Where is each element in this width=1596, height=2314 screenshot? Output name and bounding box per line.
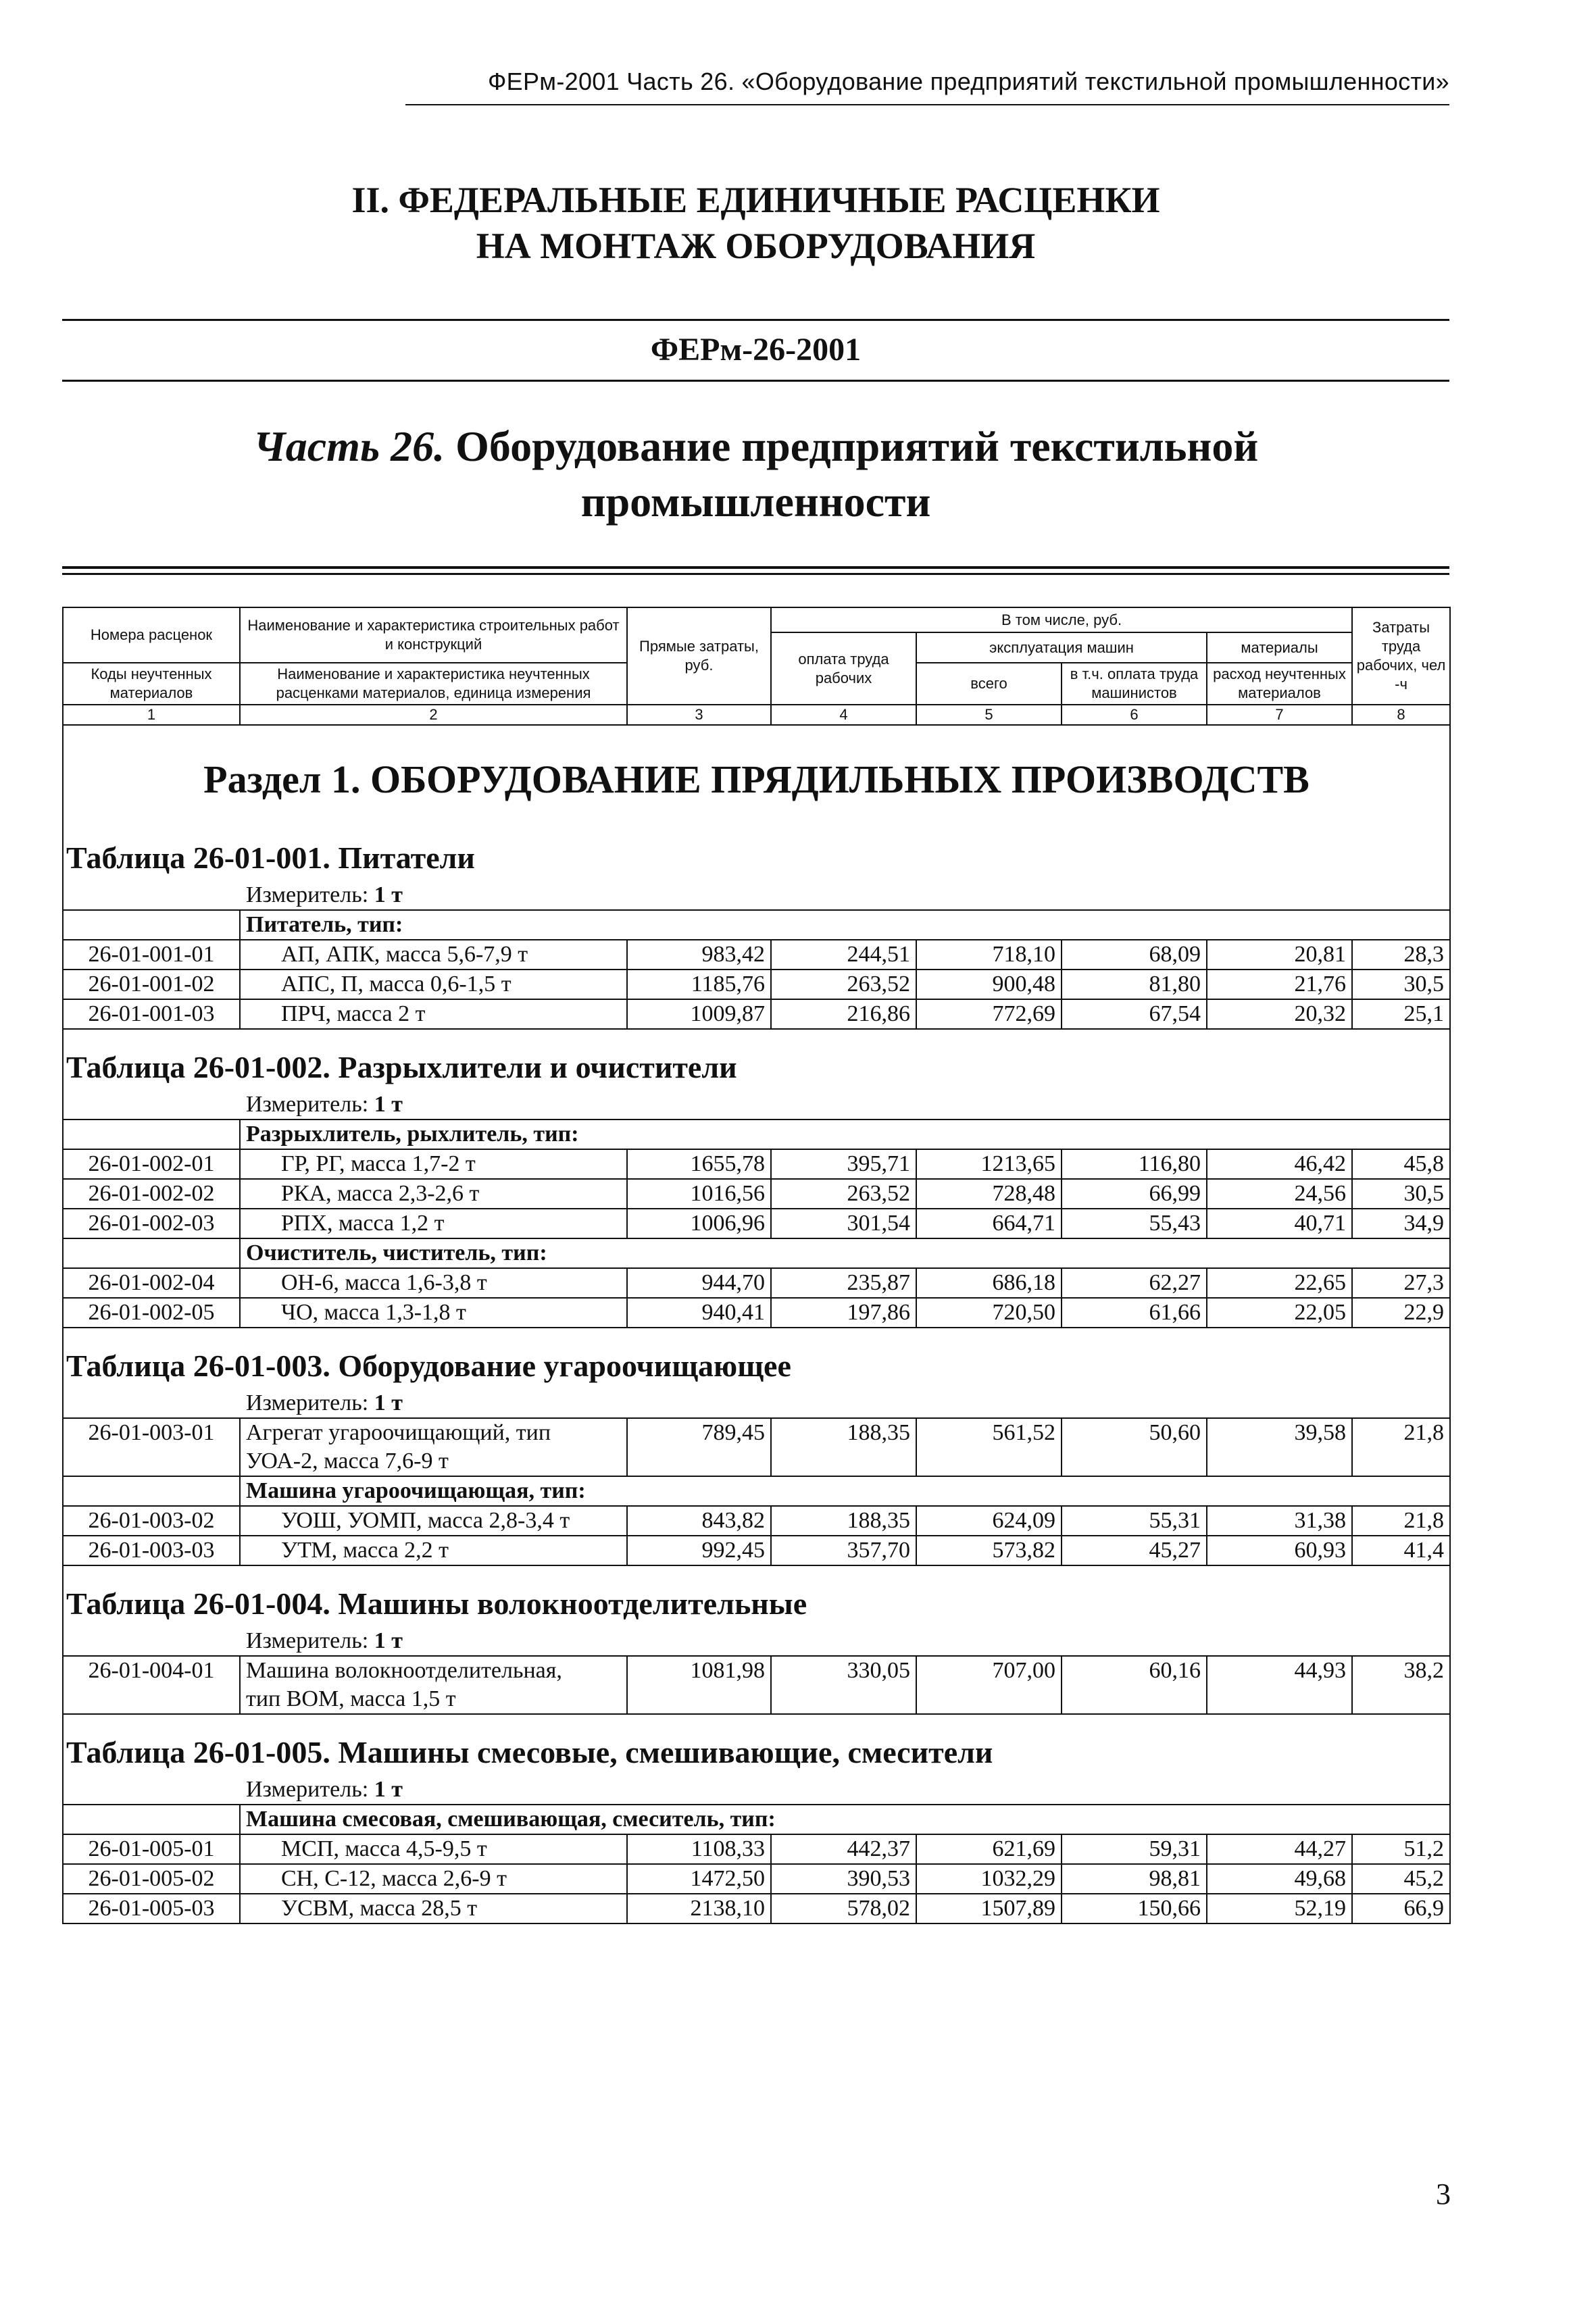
rate-name-line-1: Машина волокноотделительная, bbox=[246, 1658, 562, 1683]
rate-name-line-1: Агрегат угароочищающий, тип bbox=[246, 1420, 551, 1445]
labor-pay: 216,86 bbox=[771, 999, 916, 1029]
main-heading-line-2: НА МОНТАЖ ОБОРУДОВАНИЯ bbox=[476, 226, 1036, 266]
rule-top bbox=[62, 319, 1449, 321]
materials: 22,05 bbox=[1207, 1298, 1352, 1328]
rule-double-2 bbox=[62, 573, 1449, 575]
labor-pay: 235,87 bbox=[771, 1268, 916, 1298]
direct-costs: 1006,96 bbox=[627, 1209, 771, 1238]
materials: 22,65 bbox=[1207, 1268, 1352, 1298]
meter-value: 1 т bbox=[374, 1777, 403, 1802]
table-row bbox=[63, 1506, 1450, 1536]
labor-hours: 45,2 bbox=[1352, 1864, 1450, 1894]
materials: 40,71 bbox=[1207, 1209, 1352, 1238]
table-row bbox=[63, 940, 1450, 970]
meter-label: Измеритель: bbox=[246, 1390, 369, 1415]
direct-costs: 1009,87 bbox=[627, 999, 771, 1029]
table-row bbox=[63, 1834, 1450, 1864]
machine-total: 561,52 bbox=[916, 1418, 1062, 1476]
hdr-direct-costs: Прямые затраты, руб. bbox=[627, 607, 771, 705]
rate-name: УТМ, масса 2,2 т bbox=[240, 1536, 627, 1565]
labor-pay: 390,53 bbox=[771, 1864, 916, 1894]
group-label: Питатель, тип: bbox=[240, 910, 1450, 940]
part-title bbox=[62, 419, 1449, 530]
materials: 44,93 bbox=[1207, 1656, 1352, 1714]
labor-pay: 244,51 bbox=[771, 940, 916, 970]
rate-name: АП, АПК, масса 5,6-7,9 т bbox=[240, 940, 627, 970]
col-number: 2 bbox=[240, 705, 627, 725]
hdr-material-codes: Коды неучтенных материалов bbox=[63, 663, 240, 705]
hdr-materials: материалы bbox=[1207, 632, 1352, 663]
machine-total: 707,00 bbox=[916, 1656, 1062, 1714]
rate-code: 26-01-002-05 bbox=[63, 1298, 240, 1328]
hdr-labor-pay: оплата труда рабочих bbox=[771, 632, 916, 705]
materials: 44,27 bbox=[1207, 1834, 1352, 1864]
machine-total: 728,48 bbox=[916, 1179, 1062, 1209]
labor-pay: 197,86 bbox=[771, 1298, 916, 1328]
labor-hours: 27,3 bbox=[1352, 1268, 1450, 1298]
rate-code: 26-01-003-03 bbox=[63, 1536, 240, 1565]
rate-name: МСП, масса 4,5-9,5 т bbox=[240, 1834, 627, 1864]
direct-costs: 944,70 bbox=[627, 1268, 771, 1298]
table-row bbox=[63, 999, 1450, 1029]
hdr-rate-numbers: Номера расценок bbox=[63, 607, 240, 663]
rate-name-line-2: тип ВОМ, масса 1,5 т bbox=[246, 1686, 456, 1711]
direct-costs: 1016,56 bbox=[627, 1179, 771, 1209]
machine-labor: 116,80 bbox=[1062, 1149, 1207, 1179]
table-row bbox=[63, 1536, 1450, 1565]
labor-hours: 51,2 bbox=[1352, 1834, 1450, 1864]
machine-total: 718,10 bbox=[916, 940, 1062, 970]
meter-value: 1 т bbox=[374, 1092, 403, 1117]
meter-line bbox=[63, 1627, 1450, 1656]
table-title: Таблица 26-01-001. Питатели bbox=[63, 820, 1450, 881]
rate-name: СН, С-12, масса 2,6-9 т bbox=[240, 1864, 627, 1894]
machine-total: 1213,65 bbox=[916, 1149, 1062, 1179]
labor-pay: 357,70 bbox=[771, 1536, 916, 1565]
materials: 20,32 bbox=[1207, 999, 1352, 1029]
table-row bbox=[63, 1864, 1450, 1894]
table-row bbox=[63, 1209, 1450, 1238]
meter-line bbox=[63, 1389, 1450, 1418]
direct-costs: 1108,33 bbox=[627, 1834, 771, 1864]
machine-labor: 55,31 bbox=[1062, 1506, 1207, 1536]
rate-code: 26-01-005-01 bbox=[63, 1834, 240, 1864]
group-label: Машина угароочищающая, тип: bbox=[240, 1476, 1450, 1506]
hdr-material-name: Наименование и характеристика неучтенных расценками материалов, единица измерения bbox=[240, 663, 627, 705]
machine-labor: 60,16 bbox=[1062, 1656, 1207, 1714]
rate-code: 26-01-003-01 bbox=[63, 1418, 240, 1476]
meter-value: 1 т bbox=[374, 1390, 403, 1415]
col-number: 6 bbox=[1062, 705, 1207, 725]
col-number: 8 bbox=[1352, 705, 1450, 725]
table-title: Таблица 26-01-003. Оборудование угароочищающее bbox=[63, 1328, 1450, 1389]
labor-hours: 30,5 bbox=[1352, 1179, 1450, 1209]
rate-name-line-2: УОА-2, масса 7,6-9 т bbox=[246, 1449, 449, 1474]
labor-hours: 28,3 bbox=[1352, 940, 1450, 970]
rate-name: ЧО, масса 1,3-1,8 т bbox=[240, 1298, 627, 1328]
rate-name: ГР, РГ, масса 1,7-2 т bbox=[240, 1149, 627, 1179]
meter-label: Измеритель: bbox=[246, 882, 369, 907]
machine-total: 573,82 bbox=[916, 1536, 1062, 1565]
table-title: Таблица 26-01-004. Машины волокноотделительные bbox=[63, 1565, 1450, 1627]
meter-line bbox=[63, 881, 1450, 910]
hdr-labor-hours: Затраты труда рабочих, чел -ч bbox=[1352, 607, 1450, 705]
materials: 21,76 bbox=[1207, 970, 1352, 999]
running-header: ФЕРм-2001 Часть 26. «Оборудование предприятий текстильной промышленности» bbox=[488, 68, 1449, 95]
direct-costs: 2138,10 bbox=[627, 1894, 771, 1923]
materials: 52,19 bbox=[1207, 1894, 1352, 1923]
labor-pay: 188,35 bbox=[771, 1506, 916, 1536]
materials: 46,42 bbox=[1207, 1149, 1352, 1179]
labor-pay: 188,35 bbox=[771, 1418, 916, 1476]
running-header-rule bbox=[405, 104, 1449, 105]
direct-costs: 1655,78 bbox=[627, 1149, 771, 1179]
machine-labor: 67,54 bbox=[1062, 999, 1207, 1029]
materials: 20,81 bbox=[1207, 940, 1352, 970]
labor-hours: 30,5 bbox=[1352, 970, 1450, 999]
hdr-machine-total: всего bbox=[916, 663, 1062, 705]
machine-total: 664,71 bbox=[916, 1209, 1062, 1238]
hdr-work-name: Наименование и характеристика строительных работ и конструкций bbox=[240, 607, 627, 663]
code-title: ФЕРм-26-2001 bbox=[650, 332, 862, 368]
rate-code: 26-01-002-03 bbox=[63, 1209, 240, 1238]
machine-labor: 150,66 bbox=[1062, 1894, 1207, 1923]
col-number: 1 bbox=[63, 705, 240, 725]
materials: 24,56 bbox=[1207, 1179, 1352, 1209]
main-heading bbox=[62, 177, 1449, 269]
direct-costs: 1185,76 bbox=[627, 970, 771, 999]
part-title-line-2: промышленности bbox=[580, 478, 931, 526]
table-row bbox=[63, 1268, 1450, 1298]
rates-table bbox=[62, 607, 1451, 1924]
hdr-machine-labor: в т.ч. оплата труда машинистов bbox=[1062, 663, 1207, 705]
machine-labor: 55,43 bbox=[1062, 1209, 1207, 1238]
rate-code: 26-01-004-01 bbox=[63, 1656, 240, 1714]
table-row bbox=[63, 1149, 1450, 1179]
rate-code: 26-01-005-02 bbox=[63, 1864, 240, 1894]
labor-pay: 263,52 bbox=[771, 1179, 916, 1209]
rate-code: 26-01-001-02 bbox=[63, 970, 240, 999]
machine-total: 624,09 bbox=[916, 1506, 1062, 1536]
labor-pay: 442,37 bbox=[771, 1834, 916, 1864]
table-row bbox=[63, 970, 1450, 999]
labor-hours: 41,4 bbox=[1352, 1536, 1450, 1565]
group-label: Очиститель, чиститель, тип: bbox=[240, 1238, 1450, 1268]
direct-costs: 843,82 bbox=[627, 1506, 771, 1536]
labor-hours: 22,9 bbox=[1352, 1298, 1450, 1328]
table-row bbox=[63, 1656, 1450, 1714]
direct-costs: 992,45 bbox=[627, 1536, 771, 1565]
direct-costs: 983,42 bbox=[627, 940, 771, 970]
part-title-line-1: Оборудование предприятий текстильной bbox=[445, 422, 1259, 470]
labor-hours: 21,8 bbox=[1352, 1418, 1450, 1476]
meter-label: Измеритель: bbox=[246, 1777, 369, 1802]
machine-labor: 59,31 bbox=[1062, 1834, 1207, 1864]
machine-total: 900,48 bbox=[916, 970, 1062, 999]
meter-line bbox=[63, 1090, 1450, 1120]
hdr-materials-sub: расход неучтенных материалов bbox=[1207, 663, 1352, 705]
machine-labor: 68,09 bbox=[1062, 940, 1207, 970]
col-number: 7 bbox=[1207, 705, 1352, 725]
table-row bbox=[63, 1179, 1450, 1209]
rate-name bbox=[240, 1418, 627, 1476]
direct-costs: 789,45 bbox=[627, 1418, 771, 1476]
machine-total: 621,69 bbox=[916, 1834, 1062, 1864]
col-number: 4 bbox=[771, 705, 916, 725]
materials: 39,58 bbox=[1207, 1418, 1352, 1476]
labor-hours: 25,1 bbox=[1352, 999, 1450, 1029]
machine-labor: 66,99 bbox=[1062, 1179, 1207, 1209]
rate-code: 26-01-001-01 bbox=[63, 940, 240, 970]
table-row bbox=[63, 1418, 1450, 1476]
machine-total: 1032,29 bbox=[916, 1864, 1062, 1894]
rate-code: 26-01-002-04 bbox=[63, 1268, 240, 1298]
meter-line bbox=[63, 1776, 1450, 1805]
rate-code: 26-01-002-02 bbox=[63, 1179, 240, 1209]
rate-code: 26-01-003-02 bbox=[63, 1506, 240, 1536]
main-heading-line-1: II. ФЕДЕРАЛЬНЫЕ ЕДИНИЧНЫЕ РАСЦЕНКИ bbox=[351, 180, 1160, 220]
labor-pay: 301,54 bbox=[771, 1209, 916, 1238]
rate-code: 26-01-001-03 bbox=[63, 999, 240, 1029]
machine-labor: 98,81 bbox=[1062, 1864, 1207, 1894]
rate-name: УОШ, УОМП, масса 2,8-3,4 т bbox=[240, 1506, 627, 1536]
machine-labor: 61,66 bbox=[1062, 1298, 1207, 1328]
hdr-including: В том числе, руб. bbox=[771, 607, 1352, 632]
labor-pay: 263,52 bbox=[771, 970, 916, 999]
materials: 31,38 bbox=[1207, 1506, 1352, 1536]
machine-total: 772,69 bbox=[916, 999, 1062, 1029]
hdr-machine-ops: эксплуатация машин bbox=[916, 632, 1207, 663]
direct-costs: 940,41 bbox=[627, 1298, 771, 1328]
page-number: 3 bbox=[1436, 2178, 1451, 2211]
labor-hours: 66,9 bbox=[1352, 1894, 1450, 1923]
rule-bottom bbox=[62, 380, 1449, 382]
rate-name bbox=[240, 1656, 627, 1714]
machine-labor: 45,27 bbox=[1062, 1536, 1207, 1565]
labor-hours: 45,8 bbox=[1352, 1149, 1450, 1179]
rate-name: РПХ, масса 1,2 т bbox=[240, 1209, 627, 1238]
labor-pay: 578,02 bbox=[771, 1894, 916, 1923]
labor-hours: 38,2 bbox=[1352, 1656, 1450, 1714]
direct-costs: 1081,98 bbox=[627, 1656, 771, 1714]
table-row bbox=[63, 1894, 1450, 1923]
table-title: Таблица 26-01-005. Машины смесовые, смешивающие, смесители bbox=[63, 1714, 1450, 1776]
machine-labor: 81,80 bbox=[1062, 970, 1207, 999]
col-number: 5 bbox=[916, 705, 1062, 725]
rule-double-1 bbox=[62, 566, 1449, 569]
col-number: 3 bbox=[627, 705, 771, 725]
labor-pay: 395,71 bbox=[771, 1149, 916, 1179]
direct-costs: 1472,50 bbox=[627, 1864, 771, 1894]
group-label: Машина смесовая, смешивающая, смеситель, тип: bbox=[240, 1805, 1450, 1834]
section-title: Раздел 1. ОБОРУДОВАНИЕ ПРЯДИЛЬНЫХ ПРОИЗВОДСТВ bbox=[63, 725, 1450, 820]
rate-name: ПРЧ, масса 2 т bbox=[240, 999, 627, 1029]
labor-pay: 330,05 bbox=[771, 1656, 916, 1714]
labor-hours: 34,9 bbox=[1352, 1209, 1450, 1238]
table-title: Таблица 26-01-002. Разрыхлители и очистители bbox=[63, 1029, 1450, 1090]
rate-name: УСВМ, масса 28,5 т bbox=[240, 1894, 627, 1923]
meter-value: 1 т bbox=[374, 882, 403, 907]
materials: 49,68 bbox=[1207, 1864, 1352, 1894]
part-prefix: Часть 26. bbox=[253, 422, 445, 470]
meter-value: 1 т bbox=[374, 1628, 403, 1653]
rate-name: ОН-6, масса 1,6-3,8 т bbox=[240, 1268, 627, 1298]
machine-total: 720,50 bbox=[916, 1298, 1062, 1328]
machine-labor: 50,60 bbox=[1062, 1418, 1207, 1476]
machine-labor: 62,27 bbox=[1062, 1268, 1207, 1298]
table-row bbox=[63, 1298, 1450, 1328]
meter-label: Измеритель: bbox=[246, 1628, 369, 1653]
materials: 60,93 bbox=[1207, 1536, 1352, 1565]
rate-name: РКА, масса 2,3-2,6 т bbox=[240, 1179, 627, 1209]
rate-name: АПС, П, масса 0,6-1,5 т bbox=[240, 970, 627, 999]
group-label: Разрыхлитель, рыхлитель, тип: bbox=[240, 1120, 1450, 1149]
labor-hours: 21,8 bbox=[1352, 1506, 1450, 1536]
rate-code: 26-01-002-01 bbox=[63, 1149, 240, 1179]
machine-total: 686,18 bbox=[916, 1268, 1062, 1298]
rate-code: 26-01-005-03 bbox=[63, 1894, 240, 1923]
machine-total: 1507,89 bbox=[916, 1894, 1062, 1923]
meter-label: Измеритель: bbox=[246, 1092, 369, 1117]
